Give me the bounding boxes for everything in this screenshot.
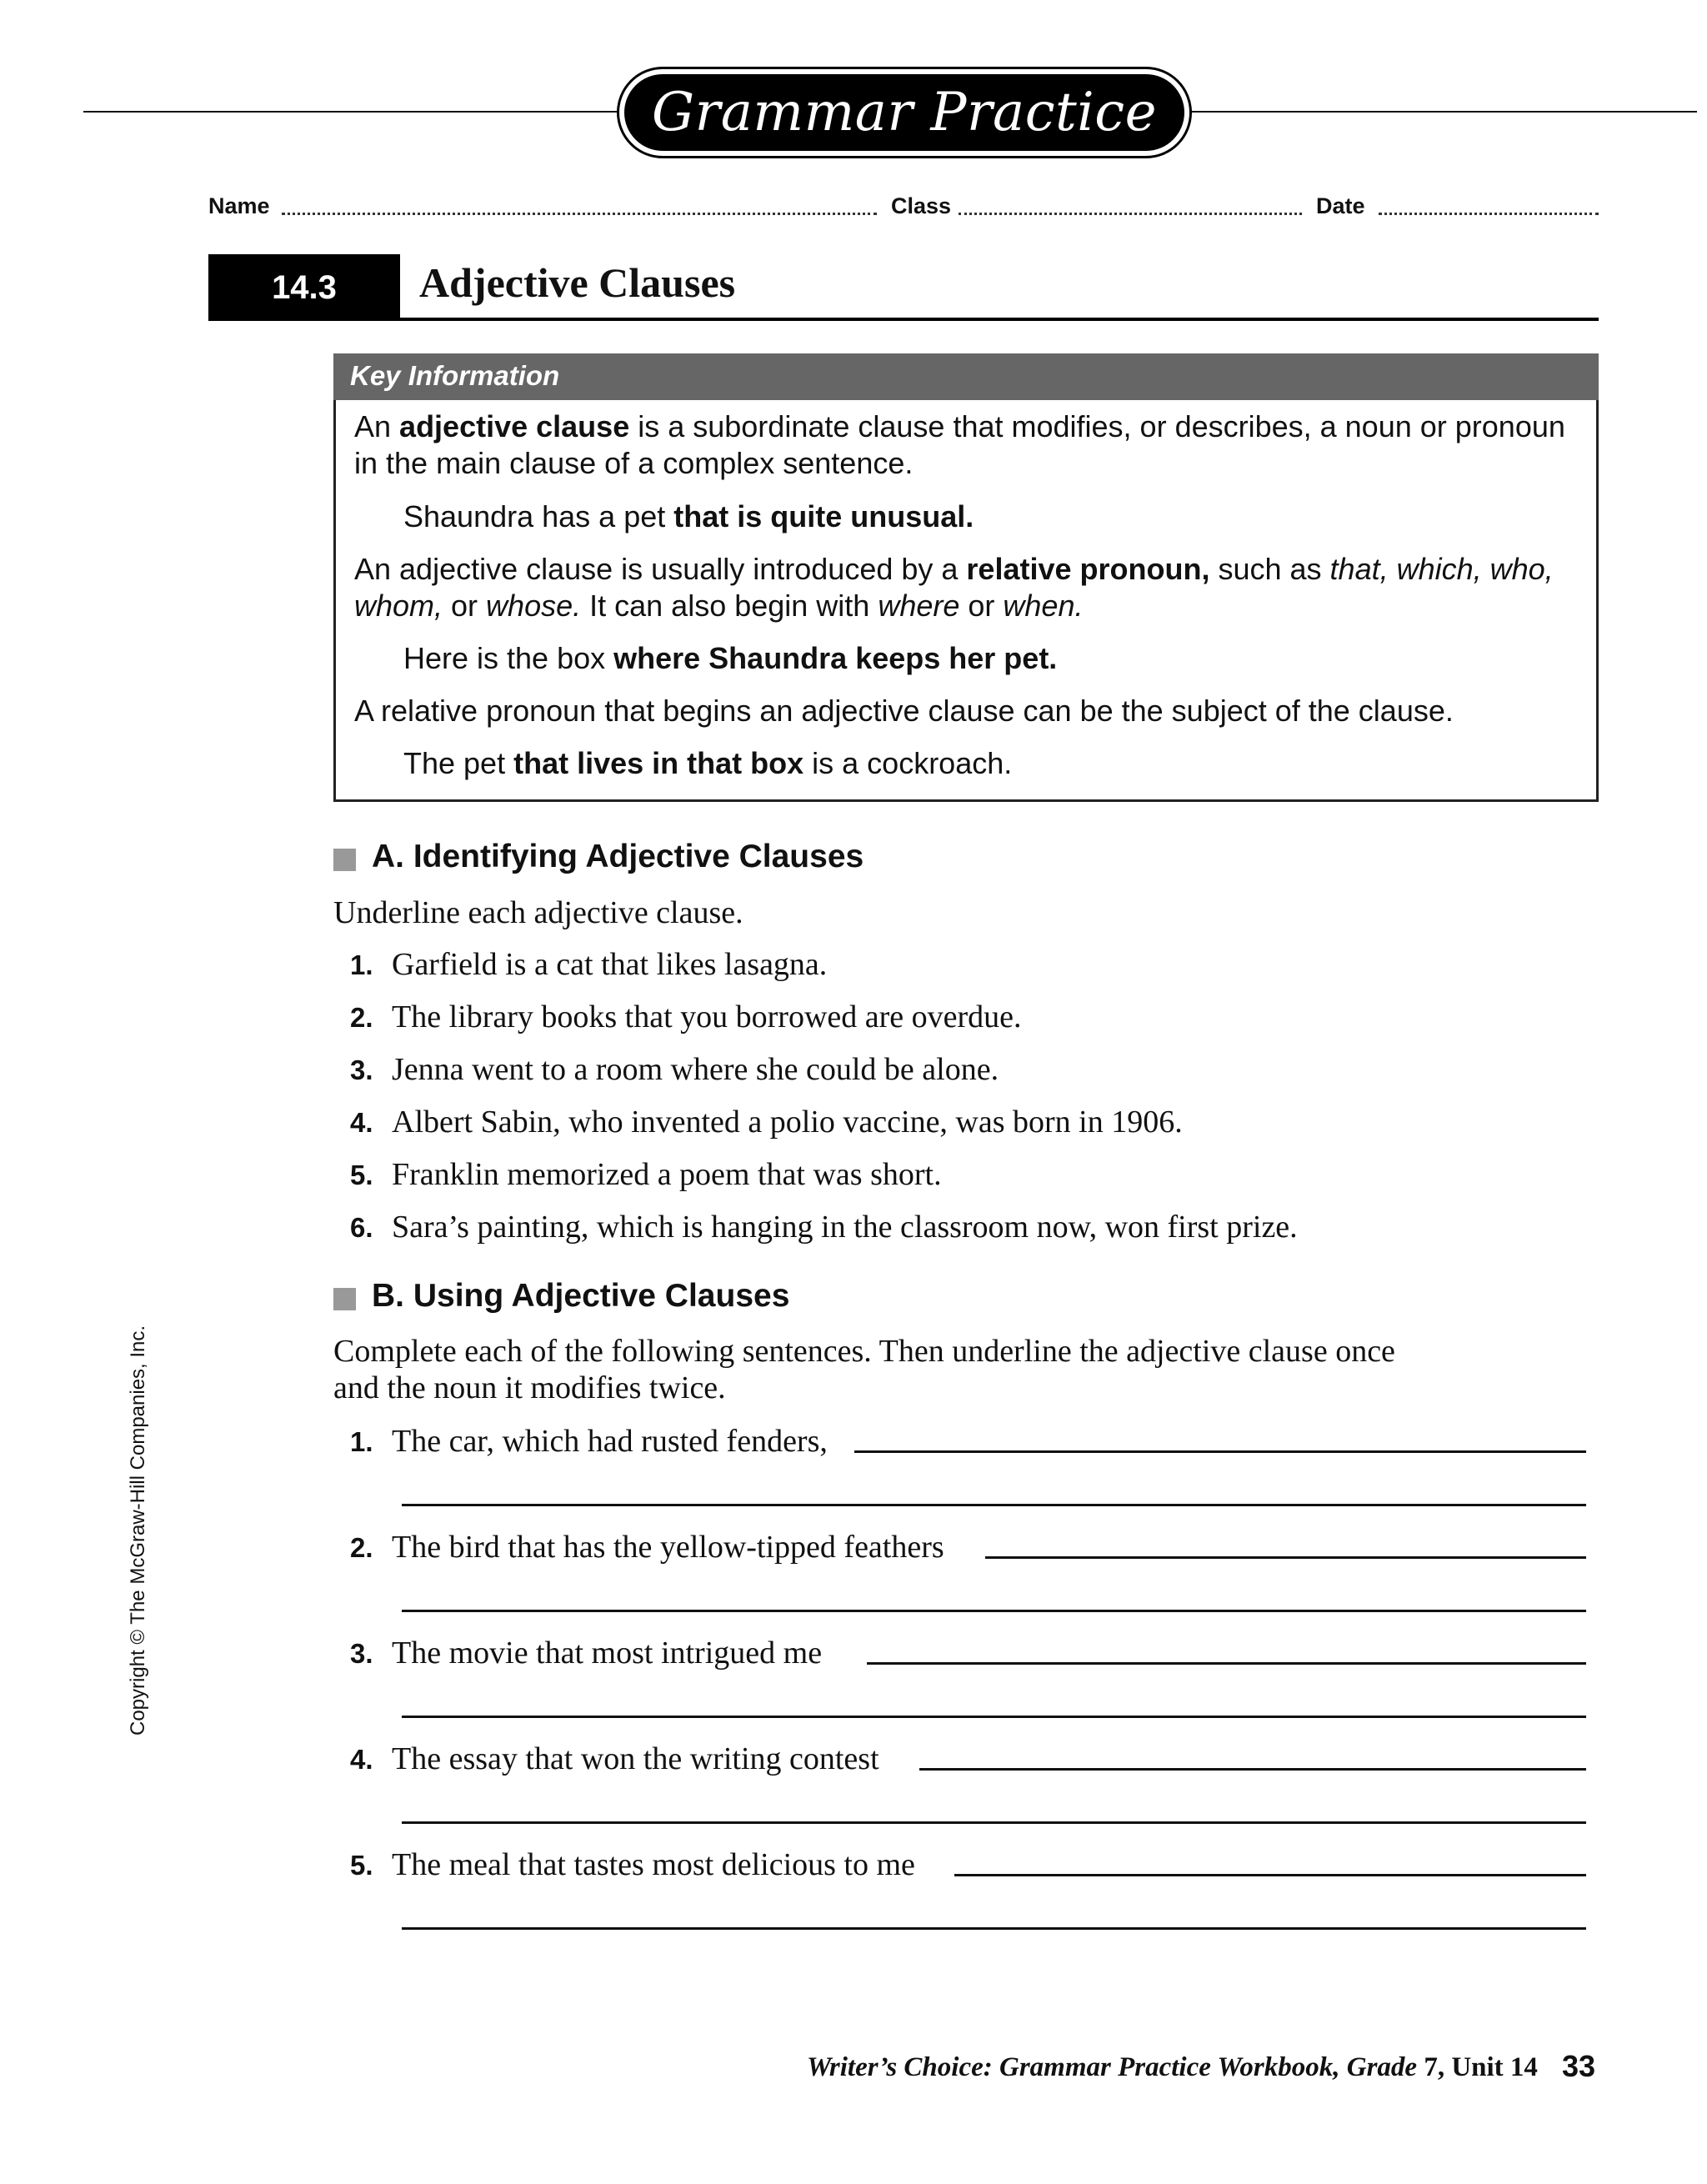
item-text[interactable]: Sara’s painting, which is hanging in the classroom now, won first prize. <box>392 1210 1298 1245</box>
banner <box>617 67 1192 158</box>
answer-line[interactable] <box>867 1662 1586 1665</box>
item-number: 3. <box>350 1638 373 1669</box>
item-number: 1. <box>350 1426 373 1457</box>
book-title: Writer’s Choice: Grammar Practice Workbook, Grade 7, Unit 14 <box>807 2052 1538 2082</box>
item-text: The bird that has the yellow-tipped feathers <box>392 1530 944 1565</box>
answer-line[interactable] <box>919 1768 1586 1771</box>
square-bullet-icon <box>333 849 356 871</box>
name-label: Name <box>208 193 270 218</box>
answer-line[interactable] <box>402 1716 1586 1718</box>
item-number: 1. <box>350 949 373 980</box>
item-number: 3. <box>350 1054 373 1085</box>
item-text: The meal that tastes most delicious to me <box>392 1847 915 1882</box>
section-rule <box>208 318 1599 321</box>
item-text[interactable]: Albert Sabin, who invented a polio vaccine, was born in 1906. <box>392 1105 1183 1140</box>
part-b-heading: B. Using Adjective Clauses <box>372 1278 790 1314</box>
key-example-2: Here is the box where Shaundra keeps her pet. <box>403 641 1058 675</box>
name-field[interactable] <box>282 213 877 215</box>
page-number: 33 <box>1562 2049 1596 2083</box>
item-number: 2. <box>350 1002 373 1033</box>
section-title: Adjective Clauses <box>419 259 736 306</box>
part-b-instruction-line-1: Complete each of the following sentences. Then underline the adjective clause once <box>333 1334 1395 1369</box>
key-example-3: The pet that lives in that box is a cockroach. <box>403 746 1013 780</box>
answer-line[interactable] <box>985 1556 1586 1559</box>
item-number: 2. <box>350 1532 373 1563</box>
item-text: The car, which had rusted fenders, <box>392 1424 828 1459</box>
date-label: Date <box>1316 193 1365 218</box>
answer-line[interactable] <box>402 1504 1586 1506</box>
answer-line[interactable] <box>402 1610 1586 1612</box>
class-label: Class <box>891 193 952 218</box>
date-field[interactable] <box>1379 213 1599 215</box>
item-text: The movie that most intrigued me <box>392 1635 823 1671</box>
copyright-notice: Copyright © The McGraw-Hill Companies, Inc. <box>127 1325 149 1736</box>
key-paragraph-1: An adjective clause is a subordinate clause that modifies, or describes, a noun or pronoun <box>354 409 1565 443</box>
item-number: 5. <box>350 1850 373 1881</box>
item-number: 4. <box>350 1744 373 1775</box>
part-b-instruction-line-2: and the noun it modifies twice. <box>333 1370 726 1405</box>
key-paragraph-3: A relative pronoun that begins an adjective clause can be the subject of the clause. <box>354 694 1454 728</box>
item-number: 5. <box>350 1160 373 1190</box>
item-number: 6. <box>350 1212 373 1243</box>
item-text[interactable]: Garfield is a cat that likes lasagna. <box>392 947 828 982</box>
key-paragraph-2: An adjective clause is usually introduced by a relative pronoun, such as that, which, who, <box>354 552 1554 586</box>
answer-line[interactable] <box>954 1874 1586 1876</box>
item-text: The essay that won the writing contest <box>392 1741 879 1776</box>
key-example-1: Shaundra has a pet that is quite unusual. <box>403 499 974 533</box>
part-a-heading: A. Identifying Adjective Clauses <box>372 839 864 874</box>
key-info-heading: Key Information <box>333 353 1599 400</box>
item-text[interactable]: The library books that you borrowed are overdue. <box>392 999 1022 1034</box>
square-bullet-icon <box>333 1288 356 1310</box>
answer-line[interactable] <box>402 1821 1586 1824</box>
item-text[interactable]: Jenna went to a room where she could be alone. <box>392 1052 999 1087</box>
class-field[interactable] <box>959 213 1302 215</box>
key-paragraph-2-cont: whom, or whose. It can also begin with where or when. <box>354 589 1084 623</box>
answer-line[interactable] <box>402 1927 1586 1930</box>
key-paragraph-1-cont: in the main clause of a complex sentence. <box>354 446 914 480</box>
section-number: 14.3 <box>208 254 400 321</box>
item-text[interactable]: Franklin memorized a poem that was short. <box>392 1157 942 1192</box>
banner-title: Grammar Practice <box>624 74 1184 151</box>
item-number: 4. <box>350 1107 373 1138</box>
part-a-instruction: Underline each adjective clause. <box>333 895 743 930</box>
answer-line[interactable] <box>854 1450 1586 1453</box>
